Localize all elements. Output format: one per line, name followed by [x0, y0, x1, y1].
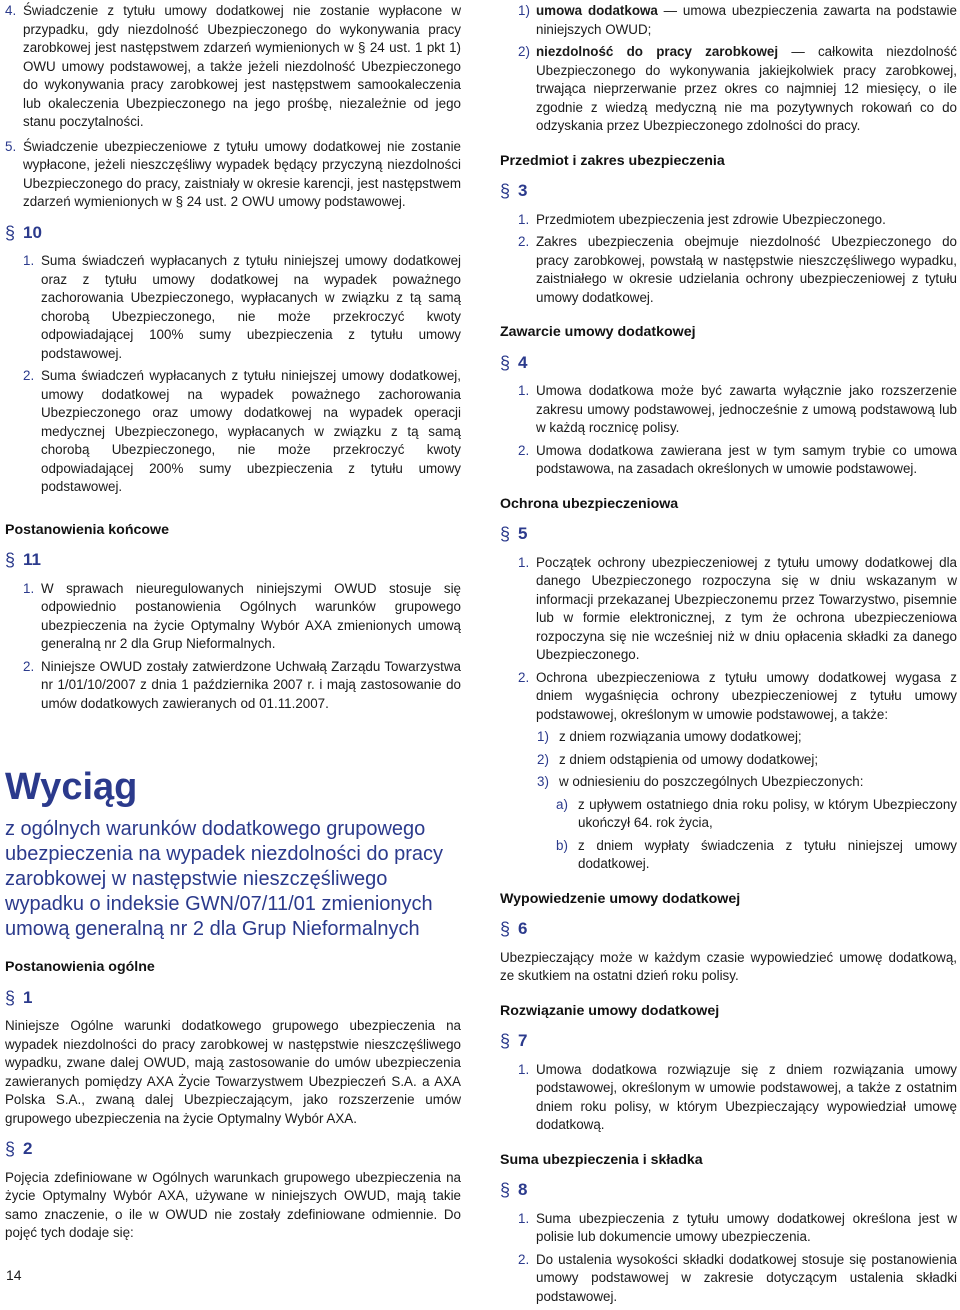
- item-number: 1): [518, 3, 530, 18]
- item-number: 1.: [23, 253, 35, 268]
- paragraph-symbol: §: [5, 222, 16, 243]
- list-item: [518, 554, 957, 665]
- list-item: [518, 1061, 957, 1135]
- item-text: z upływem ostatniego dnia roku polisy, w którym Ubezpieczony ukończył 64. rok życia,: [578, 796, 957, 830]
- paragraph-2-text: Pojęcia zdefiniowane w Ogólnych warunkach grupowego ubezpieczenia na życie Optymalny Wybór AXA, używane w niniejszych OWUD, mają takie samo znaczenie, o ile w OWUD nie zostały zdefiniowane odmiennie. Do pojęć tych dodaje się:: [5, 1169, 461, 1240]
- section-heading-sum: Suma ubezpieczenia i składka: [500, 1151, 703, 1168]
- paragraph-symbol: §: [500, 352, 511, 373]
- item-text: Do ustalenia wysokości składki dodatkowej stosuje się postanowienia umowy podstawowej w zakresie dotyczącym ustalenia składki podstawowej.: [536, 1251, 957, 1304]
- page-number: 14: [6, 1267, 22, 1283]
- paragraph-symbol: §: [500, 1180, 511, 1200]
- item-number: 2.: [23, 658, 35, 674]
- item-text: Przedmiotem ubezpieczenia jest zdrowie Ubezpieczonego.: [536, 211, 886, 227]
- paragraph-1-heading: [5, 989, 461, 1008]
- item-number: 1.: [518, 211, 530, 227]
- paragraph-symbol: §: [500, 1031, 511, 1051]
- paragraph-number: 2: [23, 1139, 33, 1158]
- definition-term: niezdolność do pracy zarobkowej: [536, 44, 779, 59]
- item-text: z dniem odstąpienia od umowy dodatkowej;: [559, 751, 819, 767]
- list-item: [518, 1251, 957, 1307]
- paragraph-6-text: Ubezpieczający może w każdym czasie wypowiedzieć umowę dodatkową, ze skutkiem na ostatni dzień roku polisy.: [500, 949, 957, 983]
- item-text: Umowa dodatkowa zawierana jest w tym samym trybie co umowa podstawowa, na zasadach określonych w umowie podstawowej.: [536, 442, 957, 476]
- section-heading-termination: Wypowiedzenie umowy dodatkowej: [500, 890, 741, 907]
- item-text: Umowa dodatkowa może być zawarta wyłącznie jako rozszerzenie zakresu umowy podstawowej, jednocześnie z umową podstawową lub w każdą rocznicę polisy.: [536, 383, 957, 435]
- paragraph-1-text: Niniejsze Ogólne warunki dodatkowego grupowego ubezpieczenia na wypadek niezdolności do pracy zarobkowej w następstwie nieszczęśliwego wypadku, zwane dalej OWUD, mają zastosowanie do umów ubezpieczenia zawieranych pomiędzy AXA Życie Towarzystwem Ubezpieczeń S.A. a AXA Polska S.A., zwaną dalej Ubezpieczającym, jako rozszerzenie umów grupowego ubezpieczenia na życie Optymalny Wybór AXA.: [5, 1018, 461, 1126]
- paragraph-4-heading: [500, 354, 957, 373]
- item-number: 1.: [518, 1061, 530, 1077]
- item-number: 2): [537, 751, 549, 767]
- paragraph-number: 10: [23, 222, 42, 242]
- list-item: [5, 2, 461, 132]
- item-number: 2): [518, 44, 530, 59]
- list-item: [518, 382, 957, 438]
- paragraph-number: 8: [518, 1180, 528, 1199]
- list-item: [518, 1210, 957, 1247]
- list-item: [23, 580, 461, 654]
- item-number: 2.: [518, 442, 530, 458]
- paragraph-number: 11: [23, 550, 41, 569]
- sub-list-item: [537, 751, 957, 770]
- item-text: z dniem rozwiązania umowy dodatkowej;: [559, 729, 802, 744]
- paragraph-symbol: §: [500, 181, 511, 201]
- item-number: 1.: [23, 580, 35, 596]
- item-number: 1.: [518, 554, 530, 570]
- item-number: b): [556, 837, 568, 853]
- item-text: W sprawach nieuregulowanych niniejszymi OWUD stosuje się odpowiednio postanowienia Ogólnych warunków grupowego ubezpieczenia na życie Optymalny Wybór AXA zmienionych umową generalną nr 2 dla Grup Nieformalnych.: [41, 580, 461, 651]
- section-heading-scope: Przedmiot i zakres ubezpieczenia: [500, 152, 725, 169]
- item-number: 5.: [5, 138, 17, 154]
- paragraph-2-heading: [5, 1140, 461, 1159]
- definition-item: [518, 2, 957, 39]
- item-text: Umowa dodatkowa rozwiązuje się z dniem rozwiązania umowy podstawowej, określonym w umowie podstawowej, a także z ostatnim dniem roku polisy, w którym Ubezpieczający wypowiedział umowę dodatkową.: [536, 1061, 957, 1132]
- list-item: [518, 669, 957, 725]
- item-text: Ochrona ubezpieczeniowa z tytułu umowy dodatkowej wygasa z dniem wygaśnięcia ochrony ubezpieczeniowej z tytułu umowy podstawowej, określonym w umowie podstawowej, a także:: [536, 669, 957, 722]
- sub-list-item: [537, 773, 957, 792]
- sub-sub-list-item: [556, 837, 957, 874]
- item-number: 1.: [518, 383, 530, 398]
- document-title: Wyciąg: [5, 766, 138, 808]
- paragraph-5-heading: [500, 525, 957, 544]
- item-text: Świadczenie z tytułu umowy dodatkowej nie zostanie wypłacone w przypadku, gdy niezdolność Ubezpieczonego do wykonywania pracy zarobkowej jest następstwem zdarzeń wymienionych w § 24 ust. 1 pkt 1) OWU umowy podstawowej, a także jeżeli niezdolność Ubezpieczonego do wykonywania pracy zarobkowej jest następstwem samookaleczenia lub okaleczenia Ubezpieczonego na jego prośbę, niezależnie od jego stanu poczytalności.: [23, 3, 461, 129]
- paragraph-11-heading: [5, 551, 461, 570]
- list-item: [518, 211, 957, 230]
- paragraph-10-heading: [5, 224, 461, 243]
- paragraph-symbol: §: [5, 550, 16, 570]
- paragraph-7-heading: [500, 1032, 957, 1051]
- paragraph-number: 7: [518, 1031, 528, 1050]
- item-number: a): [556, 796, 568, 812]
- section-heading-general: Postanowienia ogólne: [5, 959, 155, 975]
- definition-term: umowa dodatkowa: [536, 3, 658, 18]
- item-text: Suma świadczeń wypłacanych z tytułu niniejszej umowy dodatkowej oraz z tytułu umowy dodatkowej na wypadek poważnego zachorowania Ubezpieczonego, wypłacanych w związku z tą samą chorobą Ubezpieczonego, nie może przekroczyć kwoty odpowiadającej 100% sumy ubezpieczenia z tytułu umowy podstawowej.: [41, 253, 461, 361]
- sub-list-item: [537, 728, 957, 747]
- item-number: 3): [537, 774, 549, 789]
- right-column: [500, 2, 957, 1310]
- paragraph-6-heading: [500, 920, 957, 939]
- list-item: [518, 442, 957, 479]
- item-number: 2.: [518, 1251, 530, 1267]
- paragraph-8-heading: [500, 1181, 957, 1200]
- paragraph-symbol: §: [500, 524, 511, 544]
- definition-text: — umowa ubezpieczenia zawarta na podstawie niniejszych OWUD;: [536, 3, 957, 37]
- item-text: Suma świadczeń wypłacanych z tytułu niniejszej umowy dodatkowej, umowy dodatkowej na wypadek poważnego zachorowania Ubezpieczonego oraz umowy dodatkowej na wypadek operacji medycznej Ubezpieczonego, wypłacanych w związku z tą samą chorobą Ubezpieczonego, nie może przekroczyć kwoty odpowiadającej 200% sumy ubezpieczenia z tytułu umowy podstawowej.: [41, 368, 461, 494]
- left-column: [5, 2, 461, 1243]
- definition-text: — całkowita niezdolność Ubezpieczonego do wykonywania jakiejkolwiek pracy zarobkowej, trwająca nieprzerwanie przez okres co najmniej 12 miesięcy, o ile zgodnie z wiedzą medyczną nie ma pozytywnych rokowań co do odzyskania przez Ubezpieczonego zdolności do pracy.: [536, 44, 957, 133]
- item-number: 1): [537, 729, 549, 744]
- document-subtitle: z ogólnych warunków dodatkowego grupowego ubezpieczenia na wypadek niezdolności do pracy zarobkowej w następstwie nieszczęśliwego wypadku o indeksie GWN/07/11/01 zmienionych umową generalną nr 2 dla Grup Nieformalnych: [5, 818, 444, 940]
- item-number: 1.: [518, 1210, 530, 1226]
- section-heading-conclusion: Zawarcie umowy dodatkowej: [500, 324, 696, 340]
- section-heading-dissolution: Rozwiązanie umowy dodatkowej: [500, 1002, 720, 1019]
- item-text: w odniesieniu do poszczególnych Ubezpieczonych:: [559, 774, 864, 789]
- paragraph-symbol: §: [500, 919, 511, 939]
- item-number: 4.: [5, 3, 17, 18]
- section-heading-final: Postanowienia końcowe: [5, 521, 169, 538]
- item-number: 2.: [23, 368, 35, 383]
- item-text: Początek ochrony ubezpieczeniowej z tytułu umowy dodatkowej dla danego Ubezpieczonego rozpoczyna się w dniu wskazanym w informacji przekazanej Ubezpieczonemu przez Towarzystwo, pisemnie lub w formie elektronicznej, z tym że ochrona ubezpieczeniowa rozpoczyna się nie wcześniej niż w dniu opłacenia składki za danego Ubezpieczonego.: [536, 554, 957, 662]
- item-number: 2.: [518, 234, 530, 249]
- list-item: [23, 658, 461, 714]
- paragraph-number: 1: [23, 987, 33, 1007]
- list-item: [23, 252, 461, 363]
- list-item: [518, 233, 957, 307]
- item-text: Zakres ubezpieczenia obejmuje niezdolność Ubezpieczonego do pracy zarobkowej, powstałą w następstwie nieszczęśliwego wypadku, zaistniałego w okresie udzielania ochrony ubezpieczeniowej z tytułu umowy dodatkowej.: [536, 234, 957, 305]
- section-heading-protection: Ochrona ubezpieczeniowa: [500, 495, 679, 512]
- paragraph-number: 6: [518, 919, 528, 938]
- definition-item: [518, 43, 957, 136]
- item-text: Suma ubezpieczenia z tytułu umowy dodatkowej określona jest w polisie lub dokumencie umowy ubezpieczenia.: [536, 1210, 957, 1244]
- sub-sub-list-item: [556, 796, 957, 833]
- item-text: z dniem wypłaty świadczenia z tytułu niniejszej umowy dodatkowej.: [578, 837, 957, 871]
- paragraph-number: 4: [518, 352, 528, 372]
- list-item: [23, 367, 461, 497]
- item-number: 2.: [518, 669, 530, 685]
- paragraph-symbol: §: [5, 987, 16, 1008]
- paragraph-3-heading: [500, 182, 957, 201]
- item-text: Świadczenie ubezpieczeniowe z tytułu umowy dodatkowej nie zostanie wypłacone, jeżeli nieszczęśliwy wypadek będący przyczyną niezdolności Ubezpieczonego do pracy, zaistniały w okresie karencji, jest następstwem zdarzeń wymienionych w § 24 ust. 2 OWU umowy podstawowej.: [23, 138, 461, 209]
- paragraph-number: 5: [518, 524, 528, 543]
- item-text: Niniejsze OWUD zostały zatwierdzone Uchwałą Zarządu Towarzystwa nr 1/01/10/2007 z dnia 1 października 2007 r. i mają zastosowanie do umów dodatkowych zawieranych od 01.11.2007.: [41, 658, 461, 711]
- paragraph-number: 3: [518, 181, 528, 200]
- paragraph-symbol: §: [5, 1139, 16, 1159]
- list-item: [5, 138, 461, 212]
